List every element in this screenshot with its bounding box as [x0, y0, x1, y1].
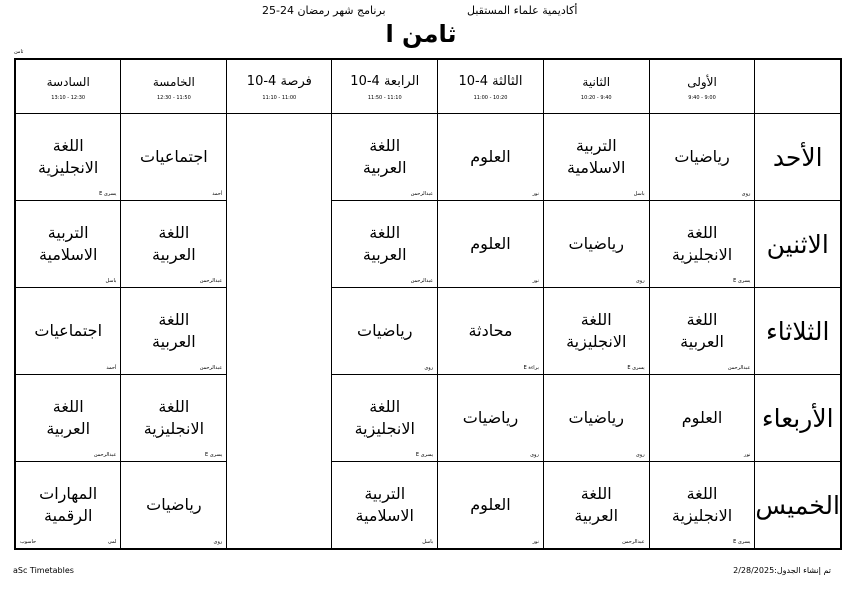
footer-date: تم إنشاء الجدول:2/28/2025 — [733, 566, 831, 575]
period-header: السادسة 12:30 - 13:10 — [15, 59, 121, 114]
teacher-name: عبدالرحمن — [410, 191, 434, 197]
teacher-name: براءة E — [523, 365, 539, 371]
lesson-cell — [15, 462, 121, 550]
lesson-cell — [438, 375, 544, 462]
lesson-cell — [121, 114, 227, 201]
day-row — [15, 375, 841, 462]
period-header: الرابعة 4-10 11:10 - 11:50 — [332, 59, 438, 114]
subject-name: التربية الاسلامية — [38, 223, 98, 264]
subject-name: رياضيات — [568, 408, 624, 427]
subject-name: اللغة العربية — [362, 136, 407, 177]
teacher-name: لمى — [107, 539, 117, 545]
lesson-cell — [649, 114, 755, 201]
teacher-name: عبدالرحمن — [727, 365, 751, 371]
teacher-name: يسرى E — [415, 452, 434, 458]
lesson-cell — [332, 375, 438, 462]
subject-name: التربية الاسلامية — [567, 136, 626, 177]
subject-name: اللغة العربية — [362, 223, 407, 264]
corner-cell — [755, 59, 841, 114]
lesson-cell — [15, 288, 121, 375]
subject-name: اللغة الانجليزية — [143, 397, 205, 438]
subject-name: رياضيات — [568, 234, 624, 253]
teacher-name: يسرى E — [205, 452, 223, 458]
period-header: الثانية 9:40 - 10:20 — [543, 59, 649, 114]
lesson-cell — [121, 462, 227, 550]
break-column — [227, 114, 332, 550]
teacher-name: عبدالرحمن — [93, 452, 117, 458]
subject-name: اللغة الانجليزية — [671, 223, 733, 264]
teacher-name: نور — [532, 278, 539, 284]
subject-name: محادثة — [468, 321, 513, 340]
teacher-name: يسرى E — [627, 365, 645, 371]
lesson-cell — [438, 462, 544, 550]
subject-name: اللغة العربية — [151, 223, 196, 264]
lesson-cell — [543, 201, 649, 288]
lesson-cell — [332, 288, 438, 375]
subject-name: المهارات الرقمية — [39, 484, 98, 525]
day-row — [15, 201, 841, 288]
subject-name: اللغة العربية — [680, 310, 724, 351]
room-name: حاسوب — [20, 539, 37, 545]
lesson-cell — [121, 375, 227, 462]
teacher-name: نور — [744, 452, 751, 458]
teacher-name: عبدالرحمن — [410, 278, 434, 284]
subject-name: رياضيات — [146, 495, 202, 514]
break-header: فرصة 4-10 11:00 - 11:10 — [227, 59, 332, 114]
period-header: الخامسة 11:50 - 12:30 — [121, 59, 227, 114]
day-label: الاثنين — [755, 201, 841, 288]
teacher-name: روى — [741, 191, 751, 197]
lesson-cell — [121, 201, 227, 288]
lesson-cell — [649, 375, 755, 462]
class-label: ثامن — [14, 49, 24, 55]
header-line — [0, 4, 842, 18]
period-header: الثالثة 4-10 10:20 - 11:00 — [438, 59, 544, 114]
subject-name: اجتماعيات — [34, 321, 103, 340]
subject-name: التربية الاسلامية — [355, 484, 414, 525]
lesson-cell — [543, 288, 649, 375]
subject-name: رياضيات — [462, 408, 519, 427]
subject-name: العلوم — [470, 234, 511, 253]
academy-name: أكاديمية علماء المستقبل — [467, 4, 578, 17]
timetable — [14, 58, 842, 550]
lesson-cell — [15, 201, 121, 288]
teacher-name: روى — [635, 452, 645, 458]
day-row — [15, 114, 841, 201]
teacher-name: نور — [532, 539, 539, 545]
lesson-cell — [121, 288, 227, 375]
teacher-name: روى — [213, 539, 223, 545]
teacher-name: يسرى E — [99, 191, 117, 197]
day-row — [15, 288, 841, 375]
teacher-name: عبدالرحمن — [199, 278, 223, 284]
period-header: الأولى 9:00 - 9:40 — [649, 59, 755, 114]
teacher-name: روى — [530, 452, 539, 458]
subject-name: اللغة الانجليزية — [38, 136, 99, 177]
page-title: ثامن ا — [385, 20, 457, 48]
subject-name: اللغة العربية — [46, 397, 91, 438]
subject-name: رياضيات — [674, 147, 730, 166]
subject-name: اللغة الانجليزية — [354, 397, 415, 438]
teacher-name: يسرى E — [733, 278, 751, 284]
teacher-name: باسل — [105, 278, 117, 284]
teacher-name: روى — [424, 365, 434, 371]
subject-name: العلوم — [681, 408, 723, 427]
subject-name: اللغة الانجليزية — [671, 484, 733, 525]
period-header-row — [15, 59, 841, 114]
day-label: الثلاثاء — [755, 288, 841, 375]
lesson-cell — [332, 201, 438, 288]
teacher-name: باسل — [422, 539, 434, 545]
teacher-name: نور — [532, 191, 539, 197]
subject-name: العلوم — [470, 495, 511, 514]
teacher-name: روى — [635, 278, 645, 284]
day-label: الخميس — [755, 462, 841, 550]
lesson-cell — [649, 201, 755, 288]
lesson-cell — [649, 288, 755, 375]
day-label: الأحد — [755, 114, 841, 201]
footer-credit: aSc Timetables — [13, 566, 74, 575]
subject-name: اللغة العربية — [574, 484, 619, 525]
teacher-name: أحمد — [106, 365, 117, 371]
day-row — [15, 462, 841, 550]
day-label: الأربعاء — [755, 375, 841, 462]
lesson-cell — [543, 375, 649, 462]
subject-name: رياضيات — [357, 321, 413, 340]
lesson-cell — [15, 114, 121, 201]
lesson-cell — [438, 114, 544, 201]
teacher-name: عبدالرحمن — [199, 365, 223, 371]
subject-name: اللغة الانجليزية — [566, 310, 627, 351]
teacher-name: باسل — [633, 191, 645, 197]
teacher-name: يسرى E — [733, 539, 751, 545]
program-name: برنامج شهر رمضان 24-25 — [262, 4, 386, 17]
teacher-name: أحمد — [212, 191, 223, 197]
teacher-name: عبدالرحمن — [622, 539, 645, 545]
lesson-cell — [332, 462, 438, 550]
lesson-cell — [649, 462, 755, 550]
lesson-cell — [438, 288, 544, 375]
lesson-cell — [15, 375, 121, 462]
subject-name: العلوم — [470, 147, 511, 166]
subject-name: اللغة العربية — [151, 310, 196, 351]
lesson-cell — [332, 114, 438, 201]
lesson-cell — [543, 114, 649, 201]
lesson-cell — [438, 201, 544, 288]
subject-name: اجتماعيات — [140, 147, 208, 166]
lesson-cell — [543, 462, 649, 550]
